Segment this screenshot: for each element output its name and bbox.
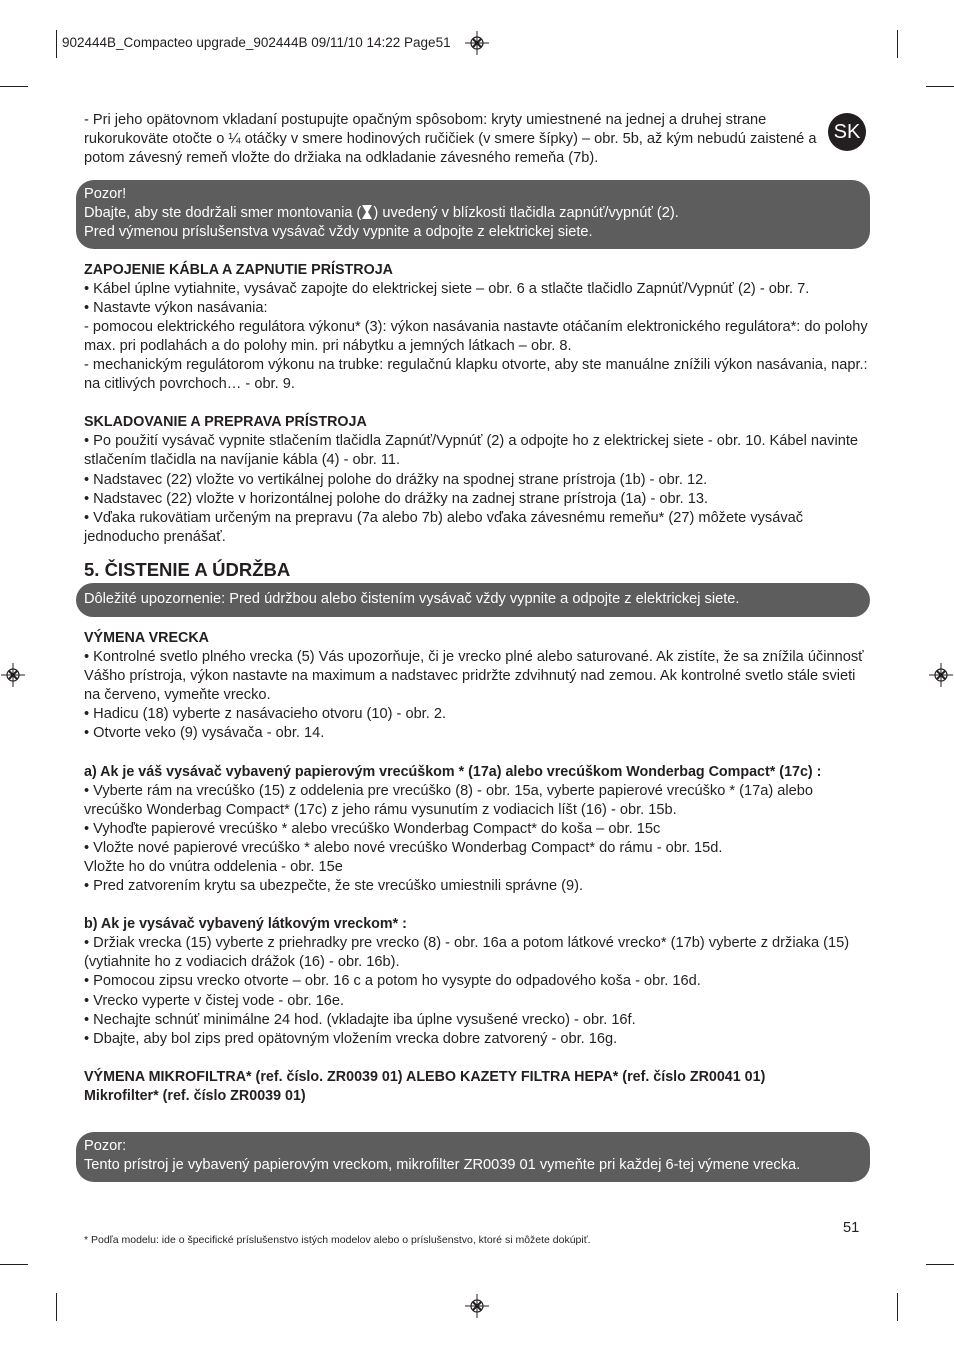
registration-mark-icon [1,663,25,687]
paragraph: • Držiak vrecka (15) vyberte z priehradky pre vrecko (8) - obr. 16a a potom látkové vrecko* (17b) vyberte z držiaka (15) (vytiahnite ho z vodiacich drážok (16) - obr. 16b). [84,935,850,971]
crop-mark [926,1264,954,1265]
warning-text: ) uvedený v blízkosti tlačidla zapnúť/vypnúť (2). [373,205,679,222]
warning-title: Pozor: [84,1138,127,1155]
crop-mark [897,30,898,58]
paragraph: • Pomocou zipsu vrecko otvorte – obr. 16 c a potom ho vysypte do odpadového koša - obr. 16d. [84,973,701,990]
warning-title: Pozor! [84,186,127,203]
warning-text: Dbajte, aby ste dodržali smer montovania ( [84,205,362,222]
registration-mark-icon [465,1294,489,1318]
registration-mark-icon [465,31,489,55]
intro-paragraph: - Pri jeho opätovnom vkladaní postupujte opačným spôsobom: kryty umiestnené na jednej a druhej strane rukorukoväte otočte o ¼ otáčky v smere hodinových ručičiek (v smere šípky) – obr. 5b, až kým nebudú zaistené a potom závesný remeň vložte do držiaka na odkladanie závesného remeňa (7b). [84,112,817,167]
paragraph: • Pred zatvorením krytu sa ubezpečte, že ste vrecúško umiestnili správne (9). [84,878,584,895]
paragraph: • Nadstavec (22) vložte vo vertikálnej polohe do drážky na spodnej strane prístroja (1b) - obr. 12. [84,471,708,488]
paragraph: - pomocou elektrického regulátora výkonu* (3): výkon nasávania nastavte otáčaním elektronického regulátora*: do polohy max. pri podlahách a do polohy min. pri nábytku a jemných látkach – obr. 8. [84,318,868,354]
section-heading: ZAPOJENIE KÁBLA A ZAPNUTIE PRÍSTROJA [84,261,393,278]
paragraph: • Vrecko vyperte v čistej vode - obr. 16e. [84,992,345,1009]
section-heading: VÝMENA VRECKA [84,629,209,646]
crop-mark [0,86,28,87]
paragraph: • Po použití vysávač vypnite stlačením tlačidla Zapnúť/Vypnúť (2) a odpojte ho z elektrickej siete - obr. 10. Kábel navinte stlačením tlačidla na navíjanie kábla (4) - obr. 11. [84,433,858,469]
crop-mark [926,86,954,87]
footnote: * Podľa modelu: ide o špecifické príslušenstvo istých modelov alebo o príslušenstvo, ktoré si môžete dokúpiť. [84,1234,591,1246]
paragraph: • Nechajte schnúť minimálne 24 hod. (vkladajte iba úplne vysušené vrecko) - obr. 16f. [84,1011,636,1028]
paragraph: • Vložte nové papierové vrecúško * alebo nové vrecúško Wonderbag Compact* do rámu - obr. 15d. [84,839,723,856]
paragraph: • Dbajte, aby bol zips pred opätovným vložením vrecka dobre zatvorený - obr. 16g. [84,1030,618,1047]
hourglass-icon [362,205,372,219]
warning-line [84,204,862,223]
paragraph: • Otvorte veko (9) vysávača - obr. 14. [84,725,325,742]
section-heading: Mikrofilter* (ref. číslo ZR0039 01) [84,1087,306,1104]
warning-line: Pred výmenou príslušenstva vysávač vždy vypnite a odpojte z elektrickej siete. [84,224,593,241]
paragraph: Vložte ho do vnútra oddelenia - obr. 15e [84,859,343,875]
subsection-heading: a) Ak je váš vysávač vybavený papierovým vrecúškom * (17a) alebo vrecúškom Wonderbag Compact* (17c) : [84,763,822,780]
paragraph: • Nastavte výkon nasávania: [84,299,268,316]
crop-mark [0,1264,28,1265]
paragraph: • Vyberte rám na vrecúško (15) z oddelenia pre vrecúško (8) - obr. 15a, vyberte papierové vrecúško * (17a) alebo vrecúško Wonderbag Compact* (17c) z jeho rámu vysunutím z vodiacich líšt (16) - obr. 15b. [84,782,813,818]
paragraph: • Kábel úplne vytiahnite, vysávač zapojte do elektrickej siete – obr. 6 a stlačte tlačidlo Zapnúť/Vypnúť (2) - obr. 7. [84,280,810,297]
crop-mark [56,1293,57,1321]
warning-text: Tento prístroj je vybavený papierovým vreckom, mikrofilter ZR0039 01 vymeňte pri každej 6-tej výmene vrecka. [84,1157,801,1174]
notice-text: Dôležité upozornenie: Pred údržbou alebo čistením vysávač vždy vypnite a odpojte z elektrickej siete. [84,590,740,607]
language-badge: SK [828,113,866,151]
registration-mark-icon [929,663,953,687]
chapter-title: 5. ČISTENIE A ÚDRŽBA [84,558,291,580]
section-heading: SKLADOVANIE A PREPRAVA PRÍSTROJA [84,414,367,431]
paragraph: • Vďaka rukovätiam určeným na prepravu (7a alebo 7b) alebo vďaka závesnému remeňu* (27) môžete vysávač jednoducho prenášať. [84,509,804,545]
paragraph: • Vyhoďte papierové vrecúško * alebo vrecúško Wonderbag Compact* do koša – obr. 15c [84,820,661,837]
paragraph: • Kontrolné svetlo plného vrecka (5) Vás upozorňuje, či je vrecko plné alebo saturované. Ak zistíte, že sa znížila účinnosť Vášho prístroja, výkon nastavte na maximum a nadstavec pridržte zdvihnutý nad zemou. Ak kontrolné svetlo stále svieti na červeno, vymeňte vrecko. [84,649,864,704]
paragraph: • Nadstavec (22) vložte v horizontálnej polohe do drážky na zadnej strane prístroja (1a) - obr. 13. [84,490,709,507]
crop-mark [897,1293,898,1321]
paragraph: - mechanickým regulátorom výkonu na trubke: regulačnú klapku otvorte, aby ste manuálne znížili výkon nasávania, napr.: na citlivých povrchoch… - obr. 9. [84,357,868,393]
notice-box [76,583,870,617]
paragraph: • Hadicu (18) vyberte z nasávacieho otvoru (10) - obr. 2. [84,706,447,723]
subsection-heading: b) Ak je vysávač vybavený látkovým vreckom* : [84,916,407,933]
page-content [84,111,872,1182]
warning-box [76,180,870,248]
warning-box [76,1132,870,1182]
section-heading: VÝMENA MIKROFILTRA* (ref. číslo. ZR0039 01) ALEBO KAZETY FILTRA HEPA* (ref. číslo ZR0041 01) [84,1068,766,1085]
file-header: 902444B_Compacteo upgrade_902444B 09/11/10 14:22 Page51 [62,35,451,50]
crop-mark [56,30,57,58]
page-number: 51 [843,1220,860,1236]
